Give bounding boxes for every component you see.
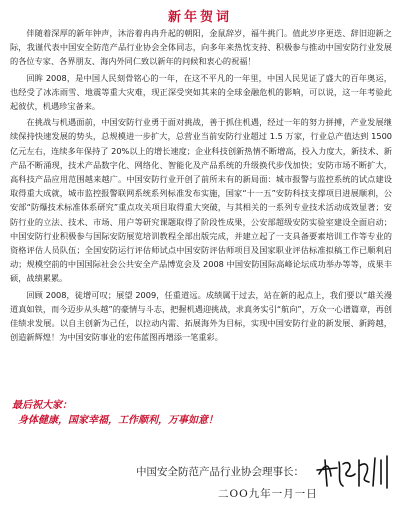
signatory-title: 中国安全防范产品行业协会理事长： [136,466,304,478]
closing-blessing: 身体健康，国家幸福，工作顺利，万事如意！ [18,415,218,426]
closing-salutation: 最后祝大家： [12,400,72,411]
letter-title: 新年贺词 [167,10,232,25]
letter-date: 二OO九年一月一日 [218,488,318,500]
letter-body [10,26,392,346]
handwritten-signature [315,452,393,492]
paragraph-review-2008: 回眸 2008，是中国人民刻骨铭心的一年，在这不平凡的一年里，中国人民见证了盛大的百年奥运，也经受了冰冻雨雪、地震等重大灾难，现正深受突如其来的全球金融危机的影响，可以说，这一年考验此起彼伏，机遇珍宝备来。 [10,72,392,112]
paragraph-achievements: 在挑战与机遇面前，中国安防行业勇于面对挑战，善于抓住机遇，经过一年的努力拼搏，产业发展继续保持快速发展的势头，总规模进一步扩大，总营业当前安防行业超过 1.5 万家，行业总产值达到 1500 亿元左右，连续多年保持了 20%以上的增长速度；企业科技创新热情不断增高，投入力度大，新技术、新产品不断涌现，技术产品数字化、网络化、智能化及产品系统的升级换代步伐加快；安防市场不断扩大，高科技产品应用范围越来越广。中国安防行业开创了前所未有的新局面：城市报警与监控系统的试点建设取得重大成就，城市监控报警联网系统系列标准发布实施，国家“十一五”安防科技支撑项目进展顺利，公安部“防爆技术标准体系研究”重点攻关项目取得重大突破，与其相关的一系列专业技术活动成效显著；安防行业的立法、技术、市场、用户等研究课题取得了阶段性成果，公安部超级安防实验室建设全面启动；中国安防行业积极参与国际安防展览培训教程全部出版完成，并建立起了一支具备要素培训工作等专业的资格评估人员队伍；全国安防运行评估师试点中国安防评估师项目及国家职业评估标准拟稿工作已顺利启动；规模空前的中国国际社会公共安全产品博览会及 2008 中国安防国际高峰论坛成功举办等等，成果丰硕，战绩累累。 [10,117,392,284]
closing-wishes [12,398,218,428]
paragraph-greeting: 伴随着深厚的新年钟声，沐浴着冉冉升起的朝阳，金鼠辞岁，福牛挑门。值此岁序更迭、辞旧迎新之际，我谨代表中国安全防范产品行业协会全体同志，向多年来热忱支持、积极参与推动中国安防行业发展的各位专家、各界朋友、海内外同仁致以新年的问候和衷心的祝福！ [10,28,392,67]
paragraph-outlook-2009: 回顾 2008，徒增可叹；展望 2009，任重道远。成绩属于过去，站在新的起点上，我们要以“雄关漫道真如铁，而今迈步从头越”的豪情与斗志，把握机遇迎挑战，求真务实引“航向”，万众一心谱篇章，再创佳绩求发展。以自主创新为己任，以拉动内需、拓展海外为目标，实现中国安防行业的新发展、新跨越，创造新辉煌！为中国安防事业的宏伟蓝图再增添一笔重彩。 [10,289,392,343]
